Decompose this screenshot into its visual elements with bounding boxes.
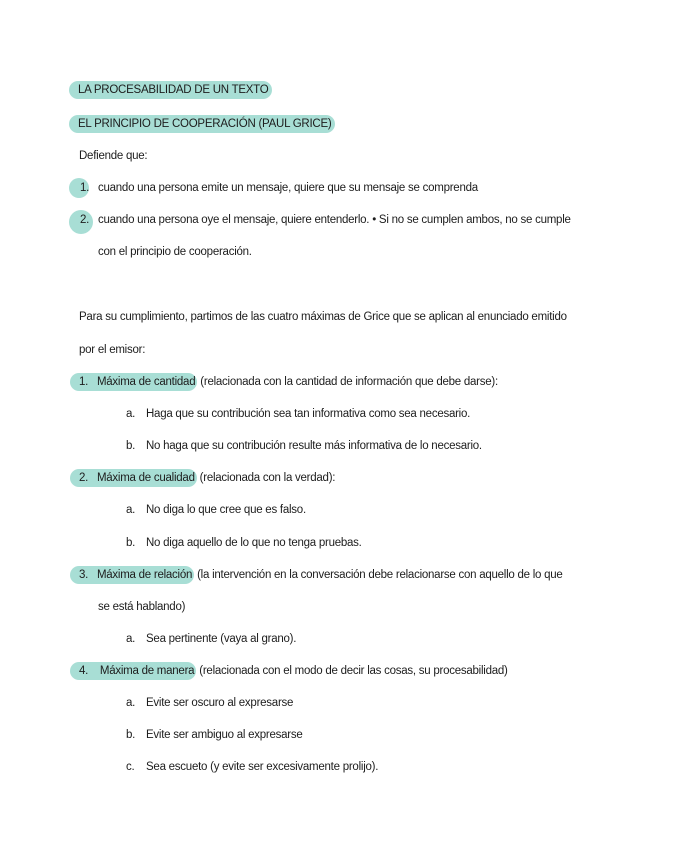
item-letter: a.	[126, 633, 136, 645]
maxima-2-highlight	[70, 469, 197, 487]
maxima-3-name: Máxima de relación	[96, 569, 193, 581]
item-letter: a.	[126, 408, 136, 420]
point-1-text: cuando una persona emite un mensaje, quiere que su mensaje se comprenda	[98, 182, 478, 194]
maxima-3-item-a	[126, 631, 296, 647]
title-highlight	[69, 81, 272, 99]
maxima-3-highlight	[70, 566, 194, 584]
maxima-2-name: Máxima de cualidad	[96, 472, 195, 484]
maxima-2	[70, 470, 335, 486]
item-letter: b.	[126, 440, 136, 452]
point-2-text: cuando una persona oye el mensaje, quiere entenderlo. • Si no se cumplen ambos, no se cumple	[98, 214, 571, 226]
maxima-2-item-a	[126, 502, 306, 518]
item-text: Evite ser ambiguo al expresarse	[146, 729, 303, 741]
maxima-1-highlight	[70, 373, 197, 391]
maxima-3-continuation: se está hablando)	[98, 601, 186, 613]
maxima-1-item-a	[126, 406, 470, 422]
item-letter: b.	[126, 729, 136, 741]
maxima-3-desc: (la intervención en la conversación debe relacionarse con aquello de lo que	[194, 569, 563, 581]
paragraph-line-1: Para su cumplimiento, partimos de las cuatro máximas de Grice que se aplican al enunciado emitido	[79, 311, 567, 323]
subtitle-text: EL PRINCIPIO DE COOPERACIÓN (PAUL GRICE)	[78, 118, 332, 130]
maxima-3	[70, 567, 563, 583]
title-text: LA PROCESABILIDAD DE UN TEXTO	[78, 84, 269, 96]
maxima-4	[70, 663, 508, 679]
item-letter: b.	[126, 537, 136, 549]
maxima-2-item-b	[126, 535, 362, 551]
maxima-4-item-c	[126, 759, 378, 775]
maxima-4-desc: (relacionada con el modo de decir las cosas, su procesabilidad)	[196, 665, 508, 677]
item-text: Evite ser oscuro al expresarse	[146, 697, 294, 709]
paragraph-line-2: por el emisor:	[79, 344, 146, 356]
subtitle-highlight	[69, 115, 335, 133]
item-text: Sea pertinente (vaya al grano).	[146, 633, 297, 645]
item-text: Haga que su contribución sea tan informativa como sea necesario.	[146, 408, 471, 420]
document-title	[70, 82, 272, 98]
maxima-4-highlight	[70, 662, 196, 680]
maxima-1-desc: (relacionada con la cantidad de información que debe darse):	[197, 376, 498, 388]
point-1-number: 1.	[80, 182, 90, 194]
maxima-4-name: Máxima de manera	[99, 665, 195, 677]
maxima-1	[70, 374, 498, 390]
defiende-label: Defiende que:	[79, 150, 148, 162]
maxima-1-number: 1.	[79, 376, 89, 388]
item-letter: c.	[126, 761, 135, 773]
item-text: No haga que su contribución resulte más informativa de lo necesario.	[146, 440, 482, 452]
maxima-4-item-a	[126, 695, 293, 711]
maxima-4-number: 4.	[79, 665, 89, 677]
item-text: No diga aquello de lo que no tenga pruebas.	[146, 537, 362, 549]
item-letter: a.	[126, 697, 136, 709]
maxima-2-desc: (relacionada con la verdad):	[196, 472, 336, 484]
document-subtitle	[70, 116, 335, 132]
point-2-number: 2.	[80, 214, 90, 226]
maxima-4-item-b	[126, 727, 303, 743]
item-text: No diga lo que cree que es falso.	[146, 504, 306, 516]
item-text: Sea escueto (y evite ser excesivamente prolijo).	[146, 761, 379, 773]
maxima-3-number: 3.	[79, 569, 89, 581]
item-letter: a.	[126, 504, 136, 516]
maxima-1-item-b	[126, 438, 482, 454]
maxima-2-number: 2.	[79, 472, 89, 484]
maxima-1-name: Máxima de cantidad	[96, 376, 196, 388]
point-2-continuation: con el principio de cooperación.	[98, 246, 252, 258]
